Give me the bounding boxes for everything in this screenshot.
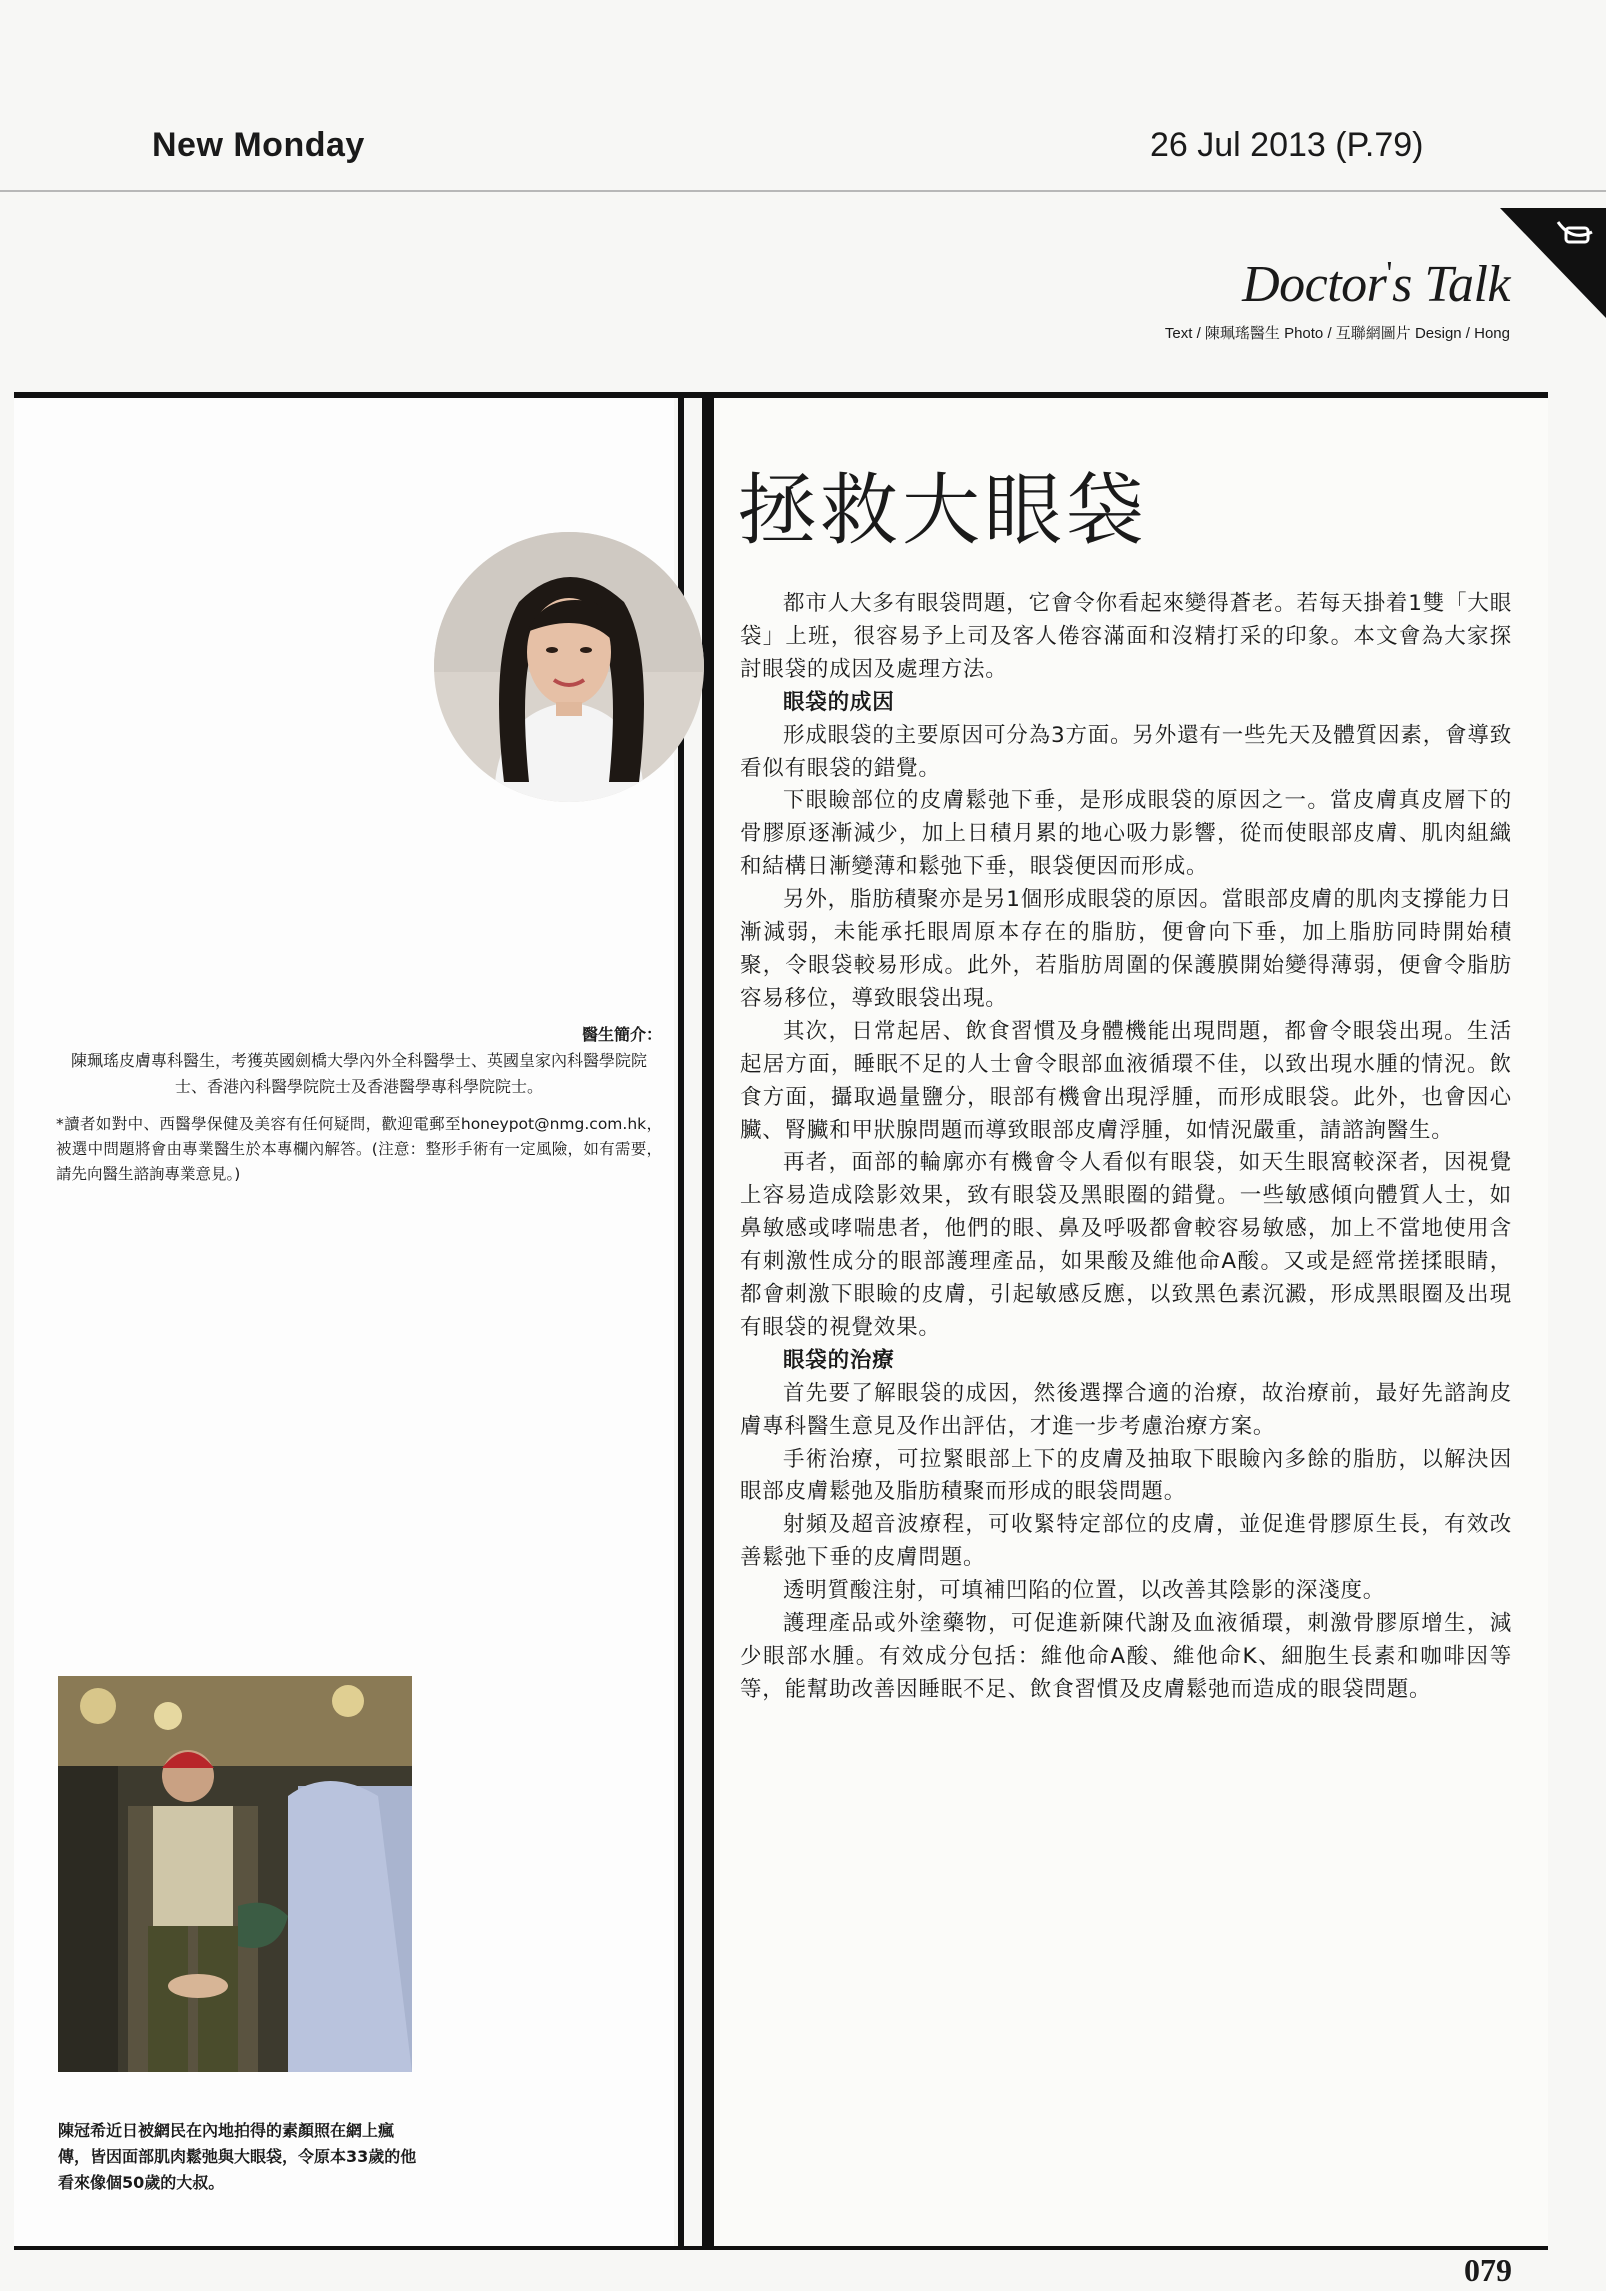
reader-note: *讀者如對中、西醫學保健及美容有任何疑問，歡迎電郵至honeypot@nmg.com.hk，被選中問題將會由專業醫生於本專欄內解答。(注意：整形手術有一定風險，如有需要，請先向醫生諮詢專業意見。) xyxy=(56,1115,662,1183)
article-paragraph: 形成眼袋的主要原因可分為3方面。另外還有一些先天及體質因素，會導致看似有眼袋的錯覺。 xyxy=(740,722,1512,781)
article-paragraph: 另外，脂肪積聚亦是另1個形成眼袋的原因。當眼部皮膚的肌肉支撐能力日漸減弱，未能承托眼周原本存在的脂肪，便會向下垂，加上脂肪同時開始積聚，令眼袋較易形成。此外，若脂肪周圍的保護膜開始變得薄弱，便會令脂肪容易移位，導致眼袋出現。 xyxy=(740,887,1512,1011)
publication-name: New Monday xyxy=(152,126,365,164)
section-title-doctor: Doctor xyxy=(1242,256,1387,313)
column-divider-thick xyxy=(702,398,714,2248)
article-paragraph: 其次，日常起居、飲食習慣及身體機能出現問題，都會令眼袋出現。生活起居方面，睡眠不足的人士會令眼部血液循環不佳，以致出現水腫的情況。飲食方面，攝取過量鹽分，眼部有機會出現浮腫，而形成眼袋。此外，也會因心臟、腎臟和甲狀腺問題而導致眼部皮膚浮腫，如情況嚴重，請諮詢醫生。 xyxy=(740,1018,1512,1143)
article-body xyxy=(740,588,1512,1707)
bottom-rule xyxy=(14,2246,1548,2250)
article-paragraph: 再者，面部的輪廓亦有機會令人看似有眼袋，如天生眼窩較深者，因視覺上容易造成陰影效果，致有眼袋及黑眼圈的錯覺。一些敏感傾向體質人士，如鼻敏感或哮喘患者，他們的眼、鼻及呼吸都會較容易敏感，加上不當地使用含有刺激性成分的眼部護理產品，如果酸及維他命A酸。又或是經常搓揉眼睛，都會刺激下眼瞼的皮膚，引起敏感反應，以致黑色素沉澱，形成黑眼圈及出現有眼袋的視覺效果。 xyxy=(740,1150,1512,1340)
doctor-bio: 陳珮瑤皮膚專科醫生，考獲英國劍橋大學內外全科醫學士、英國皇家內科醫學院院士、香港內科醫學院院士及香港醫學專科學院院士。 xyxy=(70,1051,647,1096)
corner-tab-icon xyxy=(1500,208,1606,318)
top-rule xyxy=(14,392,1548,398)
section-title-talk: Talk xyxy=(1424,256,1510,313)
article-credits: Text / 陳珮瑤醫生 Photo / 互聯網圖片 Design / Hong xyxy=(1164,325,1510,342)
article-intro: 都市人大多有眼袋問題，它會令你看起來變得蒼老。若每天掛着1雙「大眼袋」上班，很容易予上司及客人倦容滿面和沒精打采的印象。本文會為大家探討眼袋的成因及處理方法。 xyxy=(740,591,1512,682)
bio-heading: 醫生簡介： xyxy=(581,1025,662,1044)
article-paragraph: 下眼瞼部位的皮膚鬆弛下垂，是形成眼袋的原因之一。當皮膚真皮層下的骨膠原逐漸減少，加上日積月累的地心吸力影響，從而使眼部皮膚、肌肉組織和結構日漸變薄和鬆弛下垂，眼袋便因而形成。 xyxy=(740,788,1512,880)
doctor-portrait xyxy=(434,532,704,802)
issue-date: 26 Jul 2013 (P.79) xyxy=(1150,126,1424,164)
article-paragraph: 首先要了解眼袋的成因，然後選擇合適的治療，故治療前，最好先諮詢皮膚專科醫生意見及作出評估，才進一步考慮治療方案。 xyxy=(740,1380,1512,1439)
article-paragraph: 透明質酸注射，可填補凹陷的位置，以改善其陰影的深淺度。 xyxy=(783,1578,1386,1604)
header-divider xyxy=(0,190,1606,192)
article-headline: 拯救大眼袋 xyxy=(738,466,1149,556)
treatment-heading: 眼袋的治療 xyxy=(783,1347,895,1373)
page-number: 079 xyxy=(1464,2252,1512,2288)
article-paragraph: 手術治療，可拉緊眼部上下的皮膚及抽取下眼瞼內多餘的脂肪，以解決因眼部皮膚鬆弛及脂肪積聚而形成的眼袋問題。 xyxy=(740,1446,1512,1505)
street-photo xyxy=(58,1676,412,2072)
article-paragraph: 護理產品或外塗藥物，可促進新陳代謝及血液循環，刺激骨膠原增生，減少眼部水腫。有效成分包括：維他命A酸、維他命K、細胞生長素和咖啡因等等，能幫助改善因睡眠不足、飲食習慣及皮膚鬆弛而造成的眼袋問題。 xyxy=(740,1611,1512,1702)
section-title-s: s xyxy=(1392,256,1425,313)
photo-caption: 陳冠希近日被網民在內地拍得的素顏照在網上瘋傳，皆因面部肌肉鬆弛與大眼袋，令原本33歲的他看來像個50歲的大叔。 xyxy=(58,2121,417,2192)
article-paragraph: 射頻及超音波療程，可收緊特定部位的皮膚，並促進骨膠原生長，有效改善鬆弛下垂的皮膚問題。 xyxy=(740,1512,1512,1571)
section-title-mark: ' xyxy=(1386,255,1393,292)
section-title xyxy=(1100,255,1510,314)
causes-heading: 眼袋的成因 xyxy=(783,689,895,715)
